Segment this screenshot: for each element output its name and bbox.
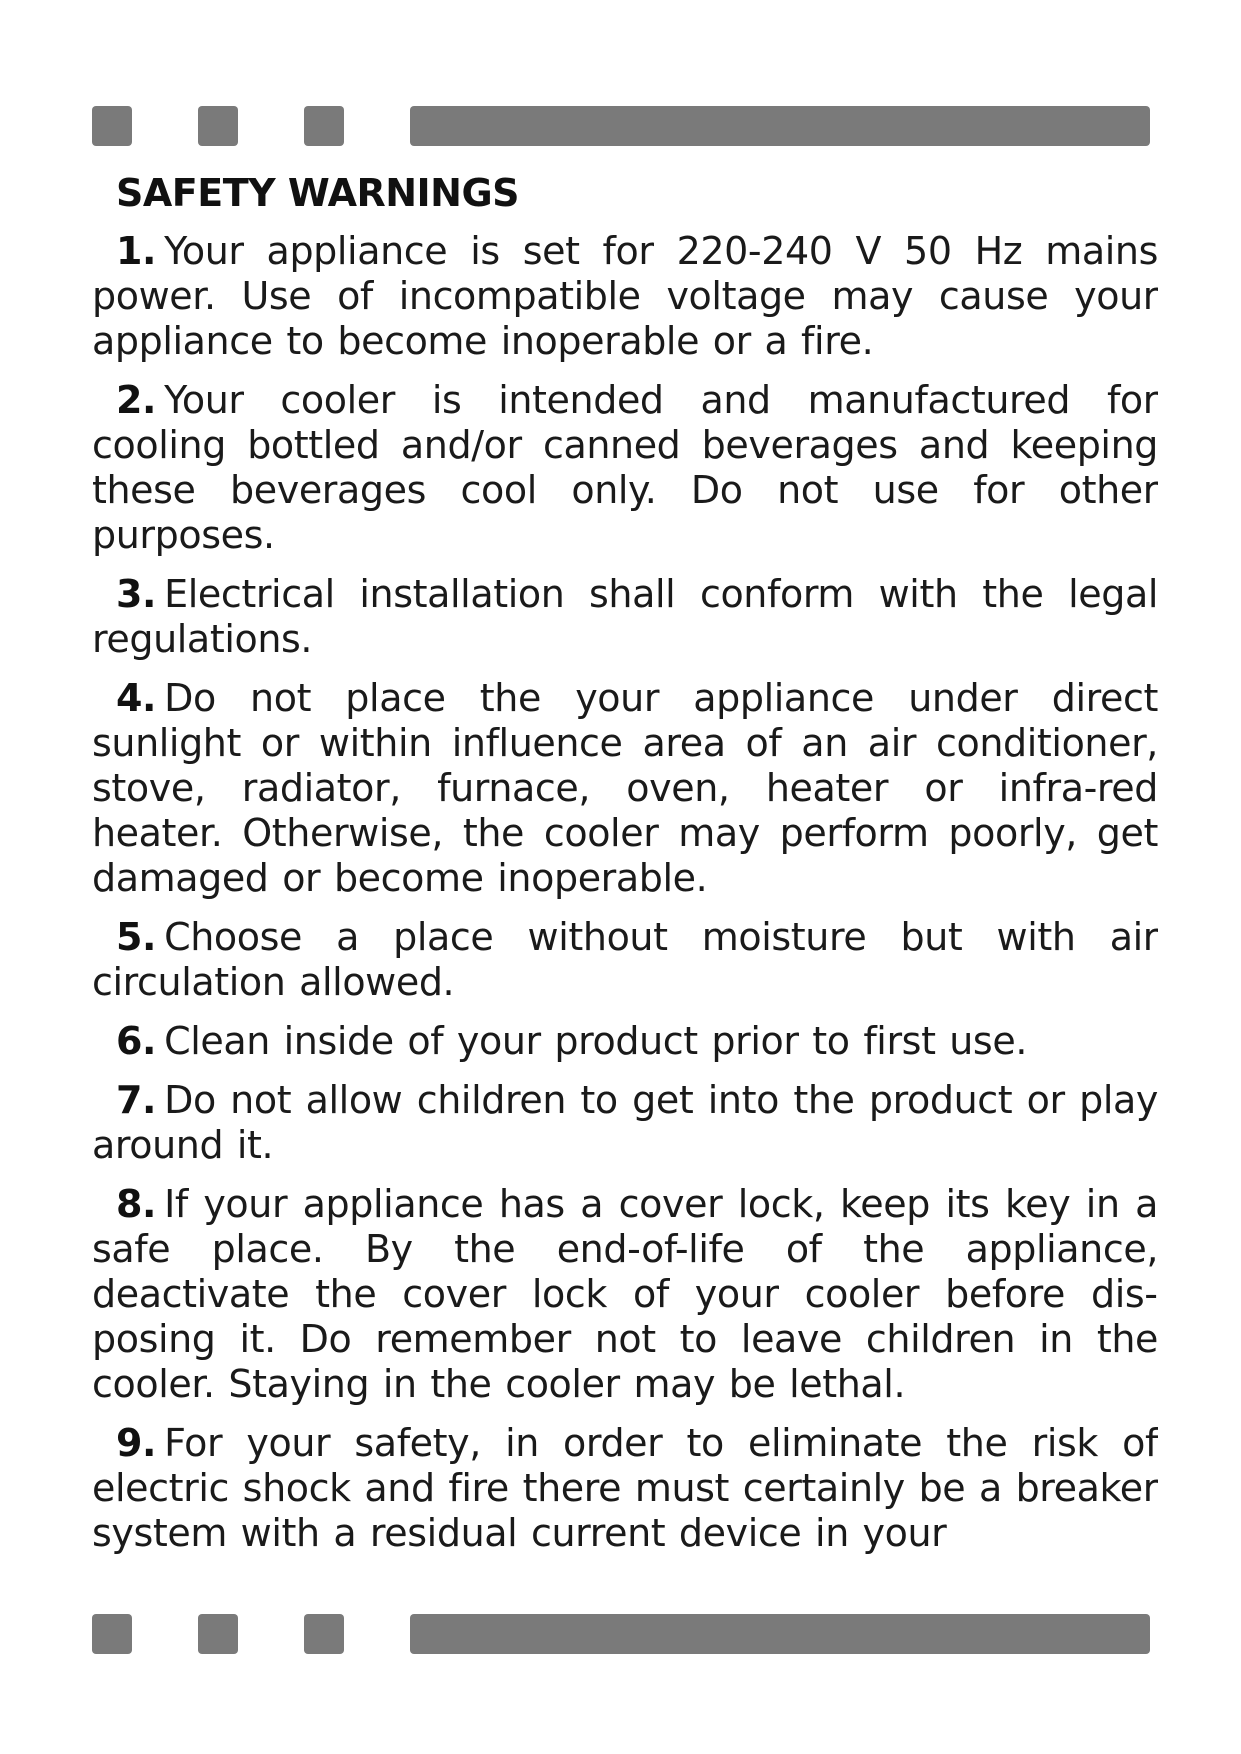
item-text: Clean inside of your product prior to first use. [164,1019,1027,1063]
item-number: 2. [116,378,157,422]
warning-item-8 [92,1182,1158,1407]
item-number: 1. [116,229,157,273]
item-number: 5. [116,915,157,959]
warning-item-1 [92,229,1158,364]
header-square-3 [304,106,344,146]
warning-item-2 [92,378,1158,558]
page-content [92,165,1158,1605]
item-text: Do not place the your appliance under direct sunlight or within influence area of an air conditioner, stove, radiator, furnace, oven, heater or infra-red heater. Otherwise, the cooler may perform poorly, get damaged or become inoperable. [92,676,1158,900]
item-text: Your cooler is intended and manufactured for cooling bottled and/or canned beverages and keeping these beverages cool only. Do not use for other purposes. [92,378,1158,557]
header-square-1 [92,106,132,146]
item-number: 7. [116,1078,157,1122]
warning-item-6 [92,1019,1158,1064]
item-number: 8. [116,1182,157,1226]
warning-item-5 [92,915,1158,1005]
footer-square-1 [92,1614,132,1654]
item-text: Electrical installation shall conform with the legal regulations. [92,572,1158,661]
item-number: 9. [116,1421,157,1465]
item-text: For your safety, in order to eliminate the risk of electric shock and fire there must certainly be a breaker system with a residual current device in your [92,1421,1158,1555]
warning-item-7 [92,1078,1158,1168]
item-number: 4. [116,676,157,720]
section-title: SAFETY WARNINGS [116,171,520,215]
header-bar [410,106,1150,146]
footer-square-3 [304,1614,344,1654]
item-number: 3. [116,572,157,616]
item-text: Your appliance is set for 220-240 V 50 Hz mains power. Use of incompatible voltage may cause your appliance to become inoperable or a fire. [92,229,1158,363]
header-square-2 [198,106,238,146]
item-text: Choose a place without moisture but with air circulation allowed. [92,915,1158,1004]
item-text: If your appliance has a cover lock, keep its key in a safe place. By the end-of-life of the appliance, deactivate the cover lock of your cooler before disposing it. Do remember not to leave children in the cooler. Staying in the cooler may be lethal. [92,1182,1158,1406]
footer-square-2 [198,1614,238,1654]
item-number: 6. [116,1019,157,1063]
footer-bar [410,1614,1150,1654]
warning-item-3 [92,572,1158,662]
warning-item-9 [92,1421,1158,1556]
footer-band [92,1614,1152,1654]
item-text: Do not allow children to get into the product or play around it. [92,1078,1158,1167]
warning-item-4 [92,676,1158,901]
header-band [92,106,1152,146]
